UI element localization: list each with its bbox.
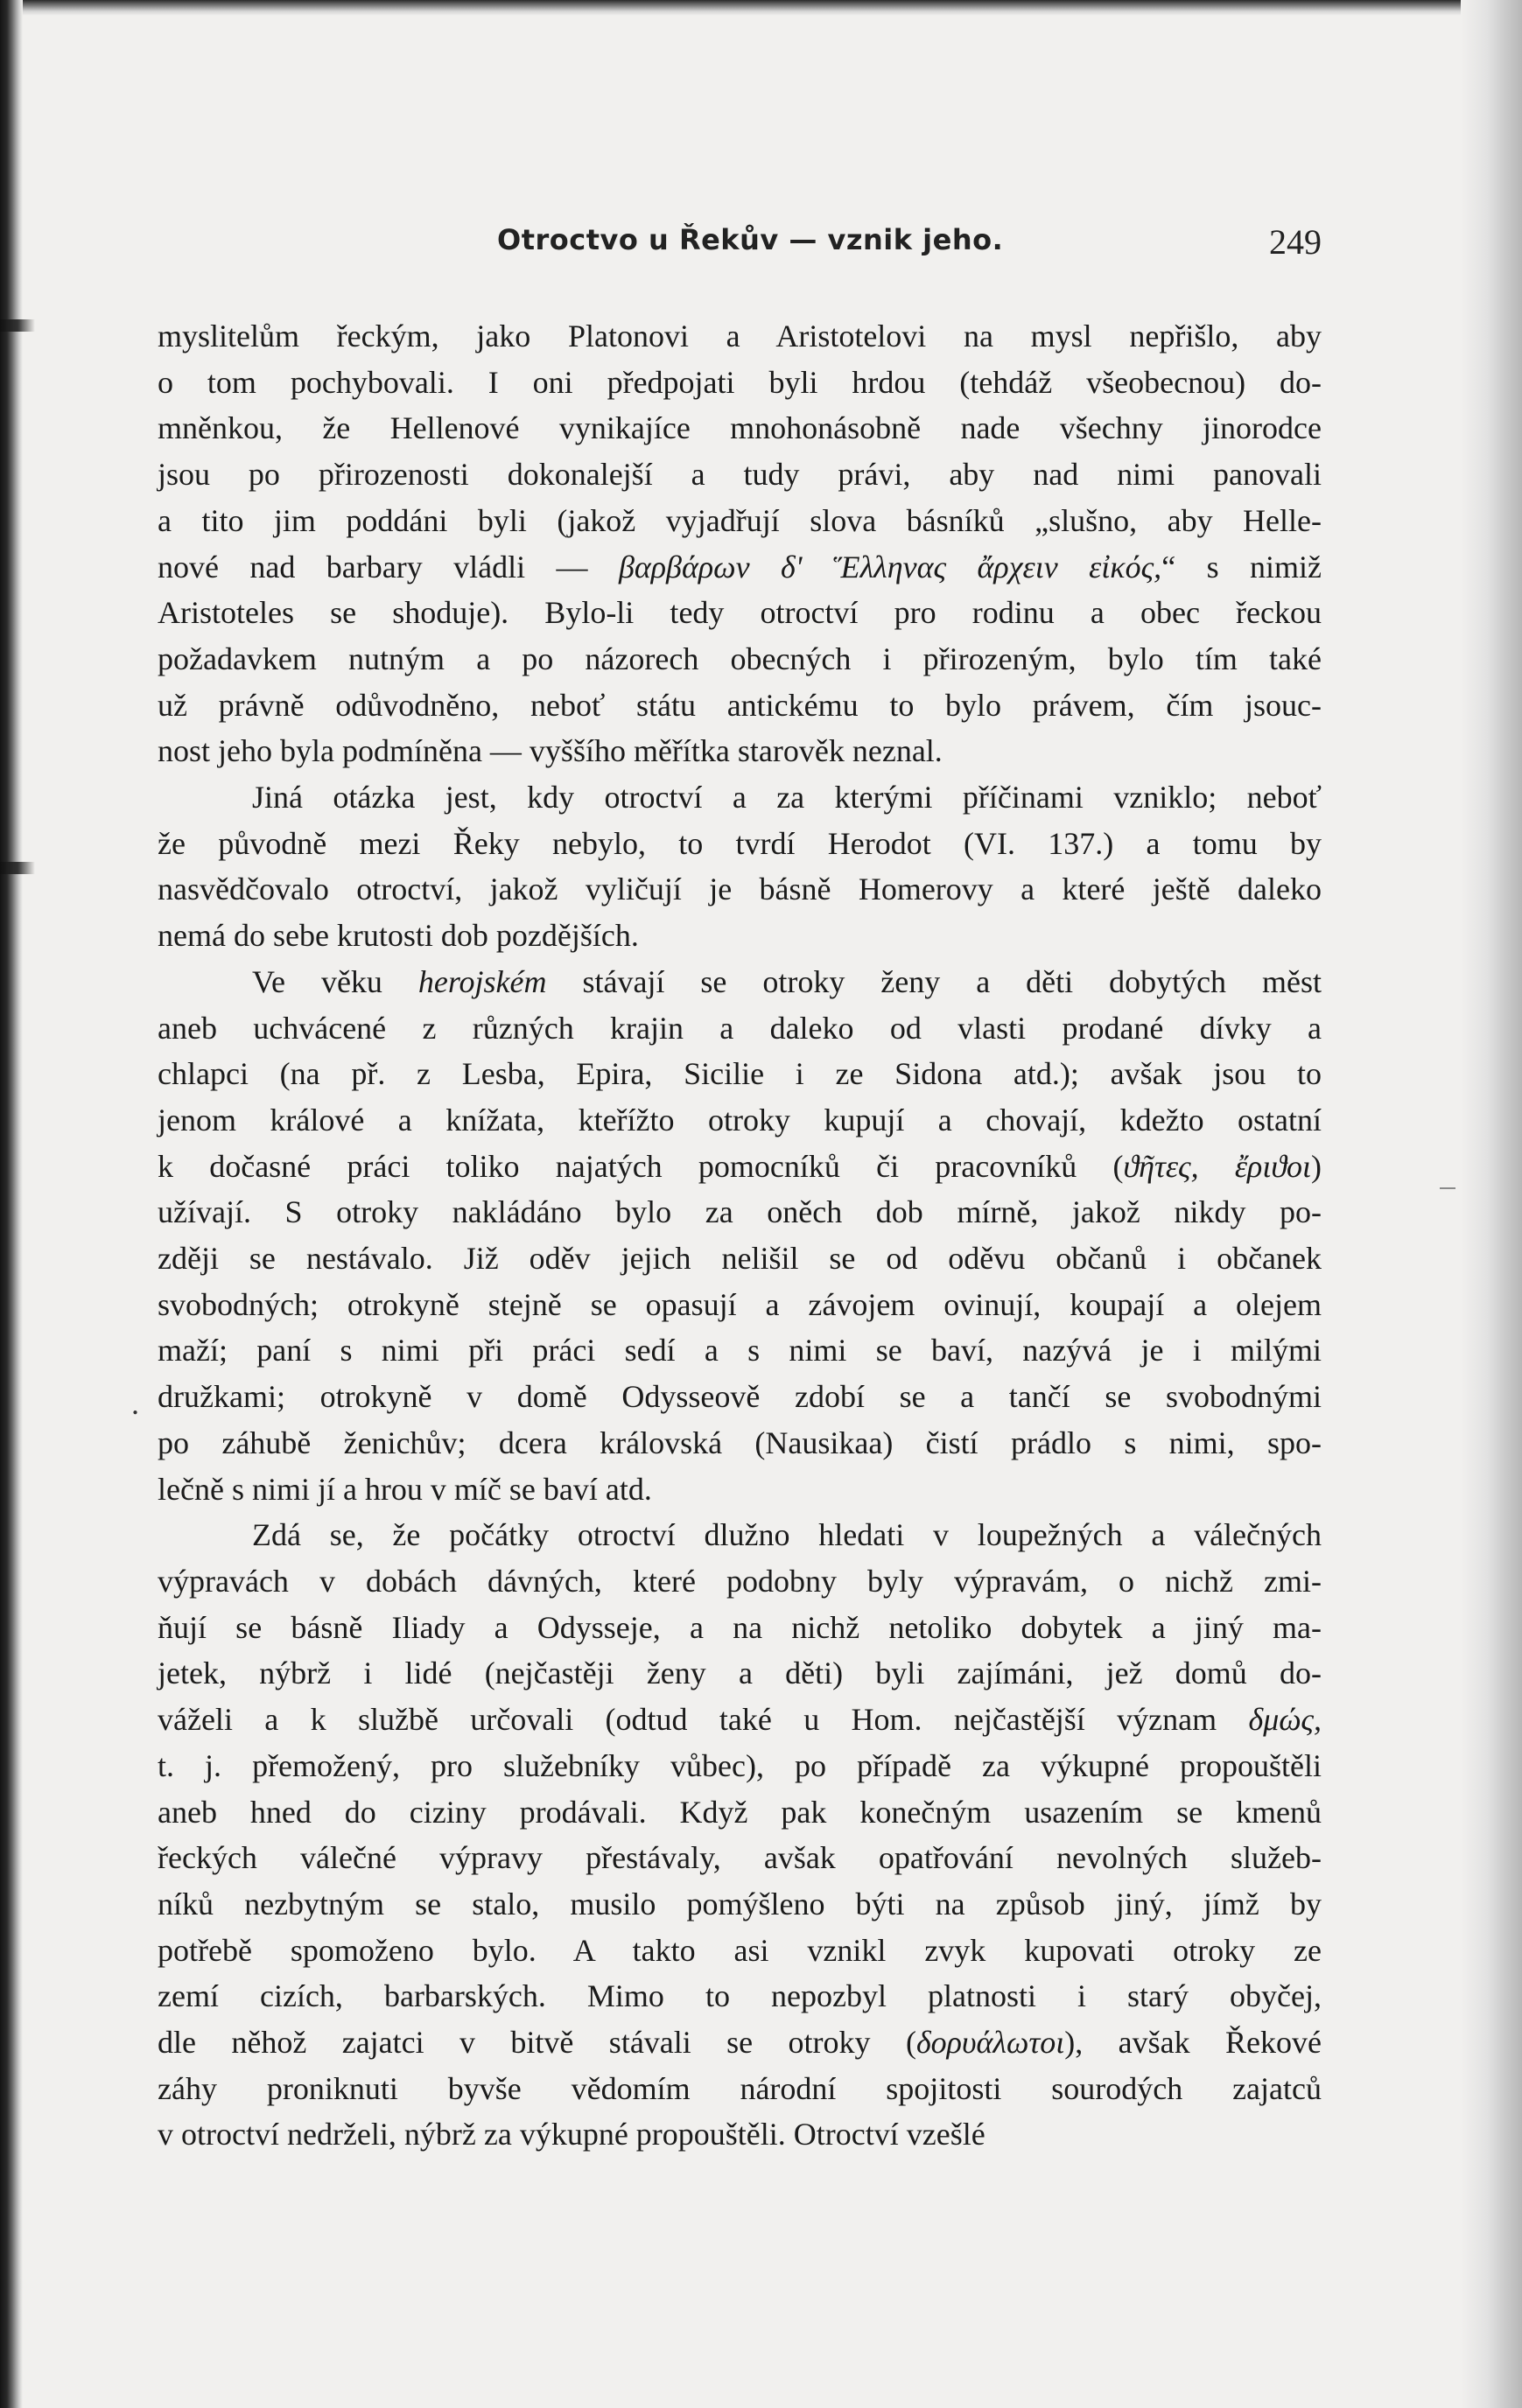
text-line [158, 360, 1322, 406]
text-line [158, 1420, 1322, 1466]
text-segment: svobodných; otrokyně stejně se opasují a závojem ovinují, koupají a olejem [158, 1286, 1322, 1322]
scan-top-edge [0, 0, 1522, 16]
text-line [158, 544, 1322, 591]
text-segment: družkami; otrokyně v domě Odysseově zdobí se a tančí se svobodnými [158, 1379, 1322, 1415]
text-line [158, 2020, 1322, 2066]
text-line [158, 728, 1322, 774]
text-segment: mněnkou, že Hellenové vynikajíce mnohonásobně nade všechny jinorodce [158, 410, 1322, 446]
emphasized-text: herojském [417, 963, 547, 999]
text-line [158, 913, 1322, 959]
text-segment: Aristoteles se shoduje). Bylo-li tedy otroctví pro rodinu a obec řeckou [158, 595, 1322, 631]
text-line [158, 1189, 1322, 1236]
paragraph [158, 774, 1322, 959]
text-segment: aneb uchvácené z různých krajin a daleko od vlasti prodané dívky a [158, 1010, 1322, 1046]
text-segment: jsou po přirozenosti dokonalejší a tudy právi, aby nad nimi panovali [158, 457, 1322, 493]
text-segment: ňují se básně Iliady a Odysseje, a na nichž netoliko dobytek a jiný ma- [158, 1609, 1322, 1645]
text-segment: že původně mezi Řeky nebylo, to tvrdí Herodot (VI. 137.) a tomu by [158, 825, 1322, 861]
text-segment: dle něhož zajatci v bitvě stávali se otroky ( [158, 2025, 916, 2061]
emphasized-text: βαρβάρων δ' Ἕλληνας ἄρχειν εἰκός, [618, 549, 1162, 584]
text-line [158, 1512, 1322, 1558]
text-segment: výpravách v dobách dávných, které podobny byly výpravám, o nichž zmi- [158, 1563, 1322, 1599]
running-title: Otroctvo u Řekův — vznik jeho. [497, 223, 1004, 256]
text-line [158, 1789, 1322, 1836]
emphasized-text: δορυάλωτοι [915, 2025, 1065, 2061]
text-line [158, 1466, 1322, 1513]
text-line [158, 774, 1322, 821]
text-line [158, 1327, 1322, 1374]
text-segment: nemá do sebe krutosti dob pozdějších. [158, 918, 639, 954]
text-line [158, 1051, 1322, 1097]
text-segment: řeckých válečné výpravy přestávaly, avšak opatřování nevolných služeb- [158, 1840, 1322, 1876]
text-segment: “ s nimiž [1161, 549, 1322, 584]
text-segment: potřebě spomoženo bylo. A takto asi vznikl zvyk kupovati otroky ze [158, 1932, 1322, 1968]
paragraph [158, 313, 1322, 774]
text-segment: níků nezbytným se stalo, musilo pomýšleno býti na způsob jiný, jímž by [158, 1886, 1322, 1922]
text-segment: zemí cizích, barbarských. Mimo to nepozbyl platnosti i starý obyčej, [158, 1978, 1322, 2014]
text-segment: k dočasné práci toliko najatých pomocníků či pracovníků ( [158, 1148, 1124, 1184]
emphasized-text: δμώς, [1248, 1702, 1322, 1738]
text-segment: Jiná otázka jest, kdy otroctví a za kterými příčinami vzniklo; neboť [252, 780, 1322, 816]
binding-mark [0, 319, 35, 332]
paragraph [158, 959, 1322, 1512]
text-segment: stávají se otroky ženy a děti dobytých měst [546, 963, 1322, 999]
text-segment: myslitelům řeckým, jako Platonovi a Aristotelovi na mysl nepřišlo, aby [158, 318, 1322, 354]
margin-dash [1440, 1187, 1455, 1189]
text-line [158, 959, 1322, 1005]
text-line [158, 452, 1322, 498]
text-segment: maží; paní s nimi při práci sedí a s nimi se baví, nazývá je i milými [158, 1333, 1322, 1368]
text-line [158, 1144, 1322, 1190]
text-line [158, 1605, 1322, 1651]
text-segment: nové nad barbary vládli — [158, 549, 619, 584]
text-line [158, 866, 1322, 913]
page-number: 249 [1269, 222, 1322, 262]
text-segment: váželi a k službě určovali (odtud také u Hom. nejčastější význam [158, 1702, 1249, 1738]
binding-mark [0, 862, 35, 874]
text-segment: záhy proniknuti byvše vědomím národní spojitosti sourodých zajatců [158, 2070, 1322, 2106]
text-segment: ), avšak Řekové [1064, 2025, 1322, 2061]
text-segment: a tito jim poddáni byli (jakož vyjadřují slova básníků „slušno, aby Helle- [158, 502, 1322, 538]
text-line [158, 1973, 1322, 2020]
text-line [158, 1282, 1322, 1328]
text-segment: nost jeho byla podmíněna — vyššího měřítka starověk neznal. [158, 733, 943, 769]
text-segment: lečně s nimi jí a hrou v míč se baví atd. [158, 1471, 652, 1507]
paragraph [158, 1512, 1322, 2158]
stray-margin-dot: . [131, 1386, 139, 1421]
text-line [158, 1881, 1322, 1928]
text-segment: požadavkem nutným a po názorech obecných i přirozeným, bylo tím také [158, 640, 1322, 676]
text-segment: po záhubě ženichův; dcera královská (Nausikaa) čistí prádlo s nimi, spo- [158, 1424, 1322, 1460]
text-segment: aneb hned do ciziny prodávali. Když pak konečným usazením se kmenů [158, 1794, 1322, 1830]
text-line [158, 2111, 1322, 2158]
text-line [158, 498, 1322, 544]
text-line [158, 1835, 1322, 1881]
text-line [158, 1697, 1322, 1743]
text-segment: už právně odůvodněno, neboť státu antickému to bylo právem, čím jsouc- [158, 687, 1322, 723]
text-segment: Ve věku [252, 963, 418, 999]
text-line [158, 1005, 1322, 1052]
scan-right-shadow [1461, 0, 1522, 2408]
text-line [158, 1558, 1322, 1605]
text-line [158, 405, 1322, 452]
emphasized-text: ϑῆτες, ἔριϑοι [1123, 1148, 1311, 1184]
text-line [158, 313, 1322, 360]
text-line [158, 1236, 1322, 1282]
text-line [158, 590, 1322, 636]
text-segment: zději se nestávalo. Již oděv jejich nelišil se od oděvu občanů i občanek [158, 1241, 1322, 1277]
body-text [158, 313, 1322, 2158]
text-line [158, 682, 1322, 729]
text-line [158, 1374, 1322, 1420]
text-segment: t. j. přemožený, pro služebníky vůbec), po případě za výkupné propouštěli [158, 1747, 1322, 1783]
text-line [158, 1743, 1322, 1789]
text-segment: jenom králové a knížata, kteřížto otroky kupují a chovají, kdežto ostatní [158, 1102, 1322, 1138]
text-segment: užívají. S otroky nakládáno bylo za oněch dob mírně, jakož nikdy po- [158, 1194, 1322, 1230]
text-segment: ) [1311, 1148, 1322, 1184]
text-line [158, 1928, 1322, 1974]
text-segment: Zdá se, že počátky otroctví dlužno hledati v loupežných a válečných [252, 1517, 1322, 1553]
text-line [158, 2066, 1322, 2112]
text-segment: v otroctví nedrželi, nýbrž za výkupné propouštěli. Otroctví vzešlé [158, 2117, 985, 2152]
text-line [158, 1097, 1322, 1144]
text-segment: chlapci (na př. z Lesba, Epira, Sicilie i ze Sidona atd.); avšak jsou to [158, 1056, 1322, 1092]
text-line [158, 1650, 1322, 1697]
text-segment: jetek, nýbrž i lidé (nejčastěji ženy a děti) byli zajímáni, jež domů do- [158, 1656, 1322, 1691]
scan-left-edge [0, 0, 23, 2408]
text-segment: nasvědčovalo otroctví, jakož vyličují je básně Homerovy a které ještě daleko [158, 872, 1322, 907]
page-header [158, 223, 1322, 263]
text-segment: o tom pochybovali. I oni předpojati byli hrdou (tehdáž všeobecnou) do- [158, 364, 1322, 400]
text-line [158, 636, 1322, 682]
text-line [158, 821, 1322, 867]
